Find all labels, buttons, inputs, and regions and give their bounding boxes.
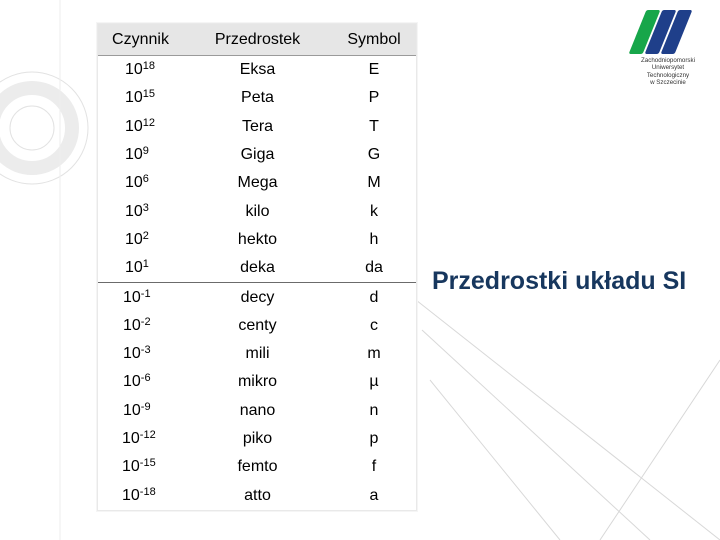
factor-cell [98, 481, 183, 509]
factor-exponent: 15 [142, 88, 156, 101]
table-row [98, 453, 416, 481]
symbol-cell: da [332, 254, 416, 283]
header-factor: Czynnik [98, 24, 183, 56]
factor-cell [98, 169, 183, 197]
factor-exponent: 1 [142, 258, 149, 271]
prefix-cell: Tera [241, 117, 274, 135]
factor-base: 10 [125, 259, 143, 277]
table-row [98, 312, 416, 340]
table-row [98, 197, 416, 225]
prefix-cell: femto [237, 458, 278, 476]
factor-base: 10 [122, 486, 140, 504]
factor-exponent: -15 [139, 457, 156, 470]
prefix-cell: Eksa [183, 56, 332, 85]
factor-base: 10 [125, 61, 143, 79]
header-prefix: Przedrostek [183, 24, 332, 56]
page-title: Przedrostki układu SI [432, 267, 687, 295]
symbol-cell: E [332, 56, 416, 85]
table-row [98, 254, 416, 283]
factor-exponent: 12 [142, 116, 156, 129]
factor-cell [98, 113, 183, 141]
factor-cell [98, 340, 183, 368]
symbol-cell: p [369, 430, 379, 447]
factor-cell [98, 254, 183, 283]
factor-cell [98, 141, 183, 169]
factor-cell [98, 84, 183, 112]
prefix-cell: piko [242, 430, 273, 447]
logo-text-line: Uniwersytet [651, 64, 685, 72]
factor-exponent: -9 [140, 400, 151, 413]
table-row [98, 84, 416, 112]
factor-cell [98, 226, 183, 254]
factor-cell [98, 312, 183, 340]
factor-base: 10 [123, 316, 141, 334]
factor-base: 10 [125, 230, 143, 248]
table-row [98, 141, 416, 169]
prefix-cell: deka [183, 254, 332, 283]
prefix-cell: hekto [237, 230, 278, 248]
symbol-cell: h [369, 230, 379, 248]
table-header-row [98, 24, 416, 56]
factor-base: 10 [122, 458, 140, 476]
factor-exponent: -6 [140, 372, 151, 385]
factor-exponent: -2 [140, 315, 151, 328]
logo-text [626, 57, 710, 86]
factor-cell [98, 397, 183, 425]
factor-exponent: 3 [142, 201, 149, 214]
symbol-cell: d [369, 288, 379, 306]
prefix-cell: atto [244, 486, 271, 504]
symbol-cell: k [370, 202, 378, 220]
factor-base: 10 [123, 401, 141, 419]
prefix-cell: centy [238, 316, 277, 334]
factor-base: 10 [123, 373, 141, 391]
factor-exponent: 6 [142, 173, 149, 186]
factor-exponent: -3 [140, 344, 151, 357]
factor-exponent: -1 [140, 287, 151, 300]
table-row [98, 397, 416, 425]
factor-cell [98, 425, 183, 453]
factor-exponent: -12 [139, 429, 156, 441]
factor-base: 10 [125, 89, 143, 107]
table-row [98, 481, 416, 509]
factor-exponent: 2 [142, 229, 149, 242]
prefix-cell: mili [245, 345, 270, 363]
table-row [98, 169, 416, 197]
symbol-cell: a [369, 486, 379, 504]
factor-exponent: 18 [142, 60, 156, 73]
table-row [98, 368, 416, 396]
symbol-cell: M [367, 174, 381, 192]
si-prefix-table [98, 24, 416, 510]
symbol-cell: f [371, 458, 377, 476]
table-row [98, 283, 416, 312]
factor-base: 10 [122, 430, 140, 447]
factor-cell [98, 56, 183, 85]
prefix-cell: Mega [237, 174, 278, 192]
prefix-cell: decy [240, 288, 275, 306]
factor-exponent: -18 [139, 485, 156, 498]
factor-cell [98, 283, 183, 312]
table-row [98, 56, 416, 85]
symbol-cell: G [367, 146, 381, 164]
factor-base: 10 [125, 117, 143, 135]
prefix-cell: Giga [240, 146, 275, 164]
factor-cell [98, 368, 183, 396]
factor-base: 10 [125, 146, 143, 164]
header-symbol: Symbol [332, 24, 416, 56]
factor-base: 10 [123, 288, 141, 306]
factor-cell [98, 197, 183, 225]
factor-exponent: 9 [142, 145, 149, 158]
table-row [98, 226, 416, 254]
symbol-cell: P [368, 89, 380, 107]
symbol-cell: c [370, 316, 378, 334]
prefix-cell: kilo [245, 202, 270, 220]
logo-text-line: Technologiczny [646, 71, 690, 79]
prefix-cell: nano [239, 401, 276, 419]
table-row [98, 425, 416, 453]
logo-text-line: w Szczecinie [650, 78, 686, 86]
symbol-cell: µ [369, 373, 379, 391]
symbol-cell: n [369, 401, 379, 419]
symbol-cell: m [367, 345, 381, 363]
factor-base: 10 [123, 345, 141, 363]
factor-base: 10 [125, 202, 143, 220]
logo-text-line: Zachodniopomorski [641, 57, 695, 64]
factor-cell [98, 453, 183, 481]
factor-base: 10 [125, 174, 143, 192]
symbol-cell: T [369, 117, 379, 135]
table-row [98, 340, 416, 368]
prefix-cell: Peta [241, 89, 274, 107]
table-row [98, 113, 416, 141]
prefix-cell: mikro [237, 373, 278, 391]
